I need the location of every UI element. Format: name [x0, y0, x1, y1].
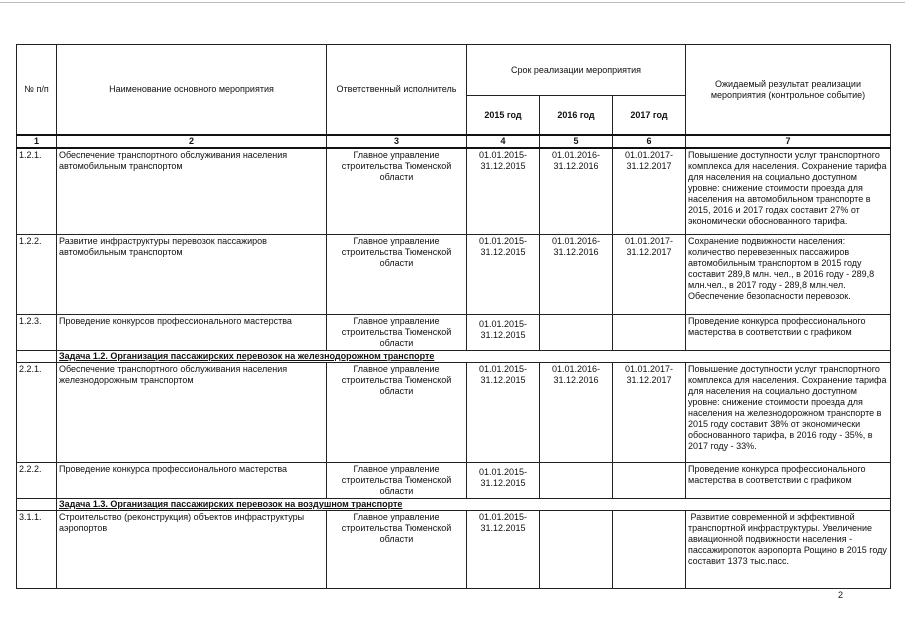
- page-top-border: [0, 2, 905, 3]
- row-date-2015: 01.01.2015- 31.12.2015: [467, 362, 540, 462]
- row-expected-result: Сохранение подвижности населения: количество перевезенных пассажиров автомобильным транспортом в 2015 году составит 289,8 млн. чел., в 2016 году - 289,8 млн.чел., в 2017 году - 289,8 млн.чел. Обеспечение безопасности перевозок.: [686, 234, 891, 314]
- row-date-2016: [540, 462, 613, 498]
- row-date-2015: 01.01.2015- 31.12.2015: [467, 314, 540, 350]
- table-row: [17, 362, 891, 462]
- row-num: 1.2.3.: [17, 314, 57, 350]
- column-number: 3: [327, 135, 467, 148]
- row-num: 1.2.2.: [17, 234, 57, 314]
- task-title: Задача 1.2. Организация пассажирских перевозок на железнодорожном транспорте: [57, 350, 891, 362]
- header-year-2017: 2017 год: [613, 96, 686, 136]
- row-date-2015: 01.01.2015- 31.12.2015: [467, 462, 540, 498]
- row-date-2017: [613, 314, 686, 350]
- header-year-2016: 2016 год: [540, 96, 613, 136]
- table-row: [17, 148, 891, 234]
- column-number: 1: [17, 135, 57, 148]
- row-date-2015: 01.01.2015- 31.12.2015: [467, 234, 540, 314]
- row-activity-name: Развитие инфраструктуры перевозок пассажиров автомобильным транспортом: [57, 234, 327, 314]
- header-expected-result: Ожидаемый результат реализации мероприятия (контрольное событие): [686, 45, 891, 136]
- row-activity-name: Обеспечение транспортного обслуживания населения железнодорожным транспортом: [57, 362, 327, 462]
- row-activity-name: Проведение конкурса профессионального мастерства: [57, 462, 327, 498]
- row-date-2017: [613, 510, 686, 588]
- row-date-2015: 01.01.2015- 31.12.2015: [467, 510, 540, 588]
- task-num-cell: [17, 498, 57, 510]
- row-expected-result: Повышение доступности услуг транспортного комплекса для населения. Сохранение тарифа для населения на социально доступном уровне: снижение стоимости проезда для населения на железнодорожном транспорте в 2015 году составит 38% от экономически обоснованного тарифа, в 2016 году - 35%, в 2017 году - 33%.: [686, 362, 891, 462]
- row-date-2015: 01.01.2015- 31.12.2015: [467, 148, 540, 234]
- row-num: 1.2.1.: [17, 148, 57, 234]
- row-executor: Главное управление строительства Тюменской области: [327, 462, 467, 498]
- row-date-2016: 01.01.2016- 31.12.2016: [540, 234, 613, 314]
- row-num: 3.1.1.: [17, 510, 57, 588]
- task-row: [17, 498, 891, 510]
- task-num-cell: [17, 350, 57, 362]
- row-date-2017: [613, 462, 686, 498]
- table-row: [17, 462, 891, 498]
- activity-plan-table: [16, 44, 891, 589]
- row-num: 2.2.2.: [17, 462, 57, 498]
- row-executor: Главное управление строительства Тюменской области: [327, 148, 467, 234]
- row-expected-result: Проведение конкурса профессионального мастерства в соответствии с графиком: [686, 314, 891, 350]
- row-activity-name: Проведение конкурсов профессионального мастерства: [57, 314, 327, 350]
- column-number: 5: [540, 135, 613, 148]
- row-date-2017: 01.01.2017- 31.12.2017: [613, 234, 686, 314]
- row-executor: Главное управление строительства Тюменской области: [327, 510, 467, 588]
- header-executor: Ответственный исполнитель: [327, 45, 467, 136]
- row-date-2017: 01.01.2017- 31.12.2017: [613, 362, 686, 462]
- header-period: Срок реализации мероприятия: [467, 45, 686, 96]
- row-expected-result: Повышение доступности услуг транспортного комплекса для населения. Сохранение тарифа для населения на социально доступном уровне: снижение стоимости проезда для населения на автомобильном транспорте в 2015, 2016 и 2017 годах составит 27% от экономически обоснованного тарифа.: [686, 148, 891, 234]
- row-date-2016: [540, 314, 613, 350]
- row-date-2016: 01.01.2016- 31.12.2016: [540, 362, 613, 462]
- row-date-2016: [540, 510, 613, 588]
- table-row: [17, 234, 891, 314]
- task-row: [17, 350, 891, 362]
- table-row: [17, 510, 891, 588]
- column-number: 6: [613, 135, 686, 148]
- row-executor: Главное управление строительства Тюменской области: [327, 314, 467, 350]
- row-expected-result: Проведение конкурса профессионального мастерства в соответствии с графиком: [686, 462, 891, 498]
- header-year-2015: 2015 год: [467, 96, 540, 136]
- table-row: [17, 314, 891, 350]
- row-date-2016: 01.01.2016- 31.12.2016: [540, 148, 613, 234]
- column-number: 7: [686, 135, 891, 148]
- header-num: № п/п: [17, 45, 57, 136]
- row-activity-name: Строительство (реконструкция) объектов инфраструктуры аэропортов: [57, 510, 327, 588]
- column-number: 4: [467, 135, 540, 148]
- header-activity-name: Наименование основного мероприятия: [57, 45, 327, 136]
- row-executor: Главное управление строительства Тюменской области: [327, 234, 467, 314]
- row-executor: Главное управление строительства Тюменской области: [327, 362, 467, 462]
- row-date-2017: 01.01.2017- 31.12.2017: [613, 148, 686, 234]
- task-title: Задача 1.3. Организация пассажирских перевозок на воздушном транспорте: [57, 498, 891, 510]
- row-expected-result: Развитие современной и эффективной транспортной инфраструктуры. Увеличение авиационной подвижности населения - пассажиропоток аэропорта Рощино в 2015 году составит 1373 тыс.пасс.: [686, 510, 891, 588]
- column-number: 2: [57, 135, 327, 148]
- row-activity-name: Обеспечение транспортного обслуживания населения автомобильным транспортом: [57, 148, 327, 234]
- page-number: 2: [838, 590, 844, 600]
- row-num: 2.2.1.: [17, 362, 57, 462]
